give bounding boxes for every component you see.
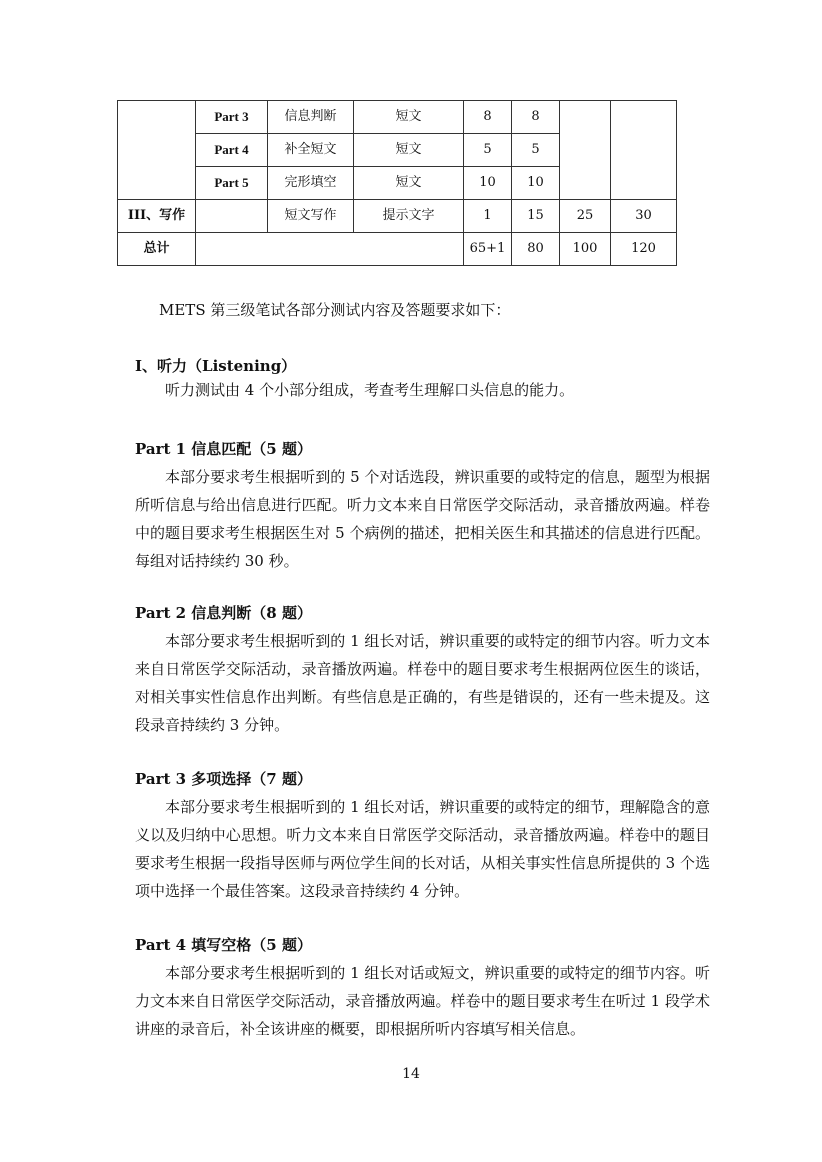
table-row — [118, 101, 677, 134]
table-cell-part — [196, 200, 268, 233]
table-cell-weight: 30 — [611, 200, 677, 233]
table-cell-score: 5 — [512, 134, 560, 167]
table-cell-count: 1 — [464, 200, 512, 233]
table-row-total — [118, 233, 677, 266]
part-heading: Part 1 信息匹配（5 题） — [135, 440, 312, 458]
table-cell-material: 短文 — [354, 101, 464, 134]
table-cell-type: 短文写作 — [268, 200, 354, 233]
page-number: 14 — [402, 1066, 420, 1082]
part-text: 本部分要求考生根据听到的 1 组长对话，辨识重要的或特定的细节内容。听力文本来自日常医学交际活动，录音播放两遍。样卷中的题目要求考生根据两位医生的谈话，对相关事实性信息作出判断。有些信息是正确的，有些是错误的，还有一些未提及。这段录音持续约 3 分钟。 — [135, 632, 710, 734]
table-cell-part: Part 5 — [196, 167, 268, 200]
intro-text: METS 第三级笔试各部分测试内容及答题要求如下： — [159, 301, 511, 319]
table-cell-count: 10 — [464, 167, 512, 200]
table-cell-part: Part 4 — [196, 134, 268, 167]
part-4-section — [135, 935, 710, 1043]
table-cell-count: 5 — [464, 134, 512, 167]
table-cell-total-weight: 120 — [611, 233, 677, 266]
table-cell-type: 补全短文 — [268, 134, 354, 167]
table-cell-score: 15 — [512, 200, 560, 233]
table-cell-material: 短文 — [354, 134, 464, 167]
table-cell-total-score: 80 — [512, 233, 560, 266]
part-3-section — [135, 769, 710, 905]
table-cell-material: 提示文字 — [354, 200, 464, 233]
table-cell-score: 10 — [512, 167, 560, 200]
part-1-section — [135, 439, 710, 575]
table-cell-total-label: 总计 — [118, 233, 196, 266]
part-2-section — [135, 603, 710, 739]
table-cell-time — [560, 101, 611, 200]
part-text: 本部分要求考生根据听到的 5 个对话选段，辨识重要的或特定的信息，题型为根据所听信息与给出信息进行匹配。听力文本来自日常医学交际活动，录音播放两遍。样卷中的题目要求考生根据医生对 5 个病例的描述，把相关医生和其描述的信息进行匹配。每组对话持续约 30 秒。 — [135, 468, 710, 570]
section-heading: I、听力（Listening） — [135, 357, 297, 375]
table-cell-section — [118, 101, 196, 200]
table-cell-total-count: 65+1 — [464, 233, 512, 266]
listening-section — [135, 356, 710, 404]
table-cell-time: 25 — [560, 200, 611, 233]
part-text: 本部分要求考生根据听到的 1 组长对话或短文，辨识重要的或特定的细节内容。听力文本来自日常医学交际活动，录音播放两遍。样卷中的题目要求考生在听过 1 段学术讲座的录音后，补全该讲座的概要，即根据所听内容填写相关信息。 — [135, 964, 710, 1038]
table-cell-type: 完形填空 — [268, 167, 354, 200]
table-cell-weight — [611, 101, 677, 200]
table-cell-part: Part 3 — [196, 101, 268, 134]
part-heading: Part 3 多项选择（7 题） — [135, 770, 312, 788]
table-row — [118, 200, 677, 233]
part-heading: Part 2 信息判断（8 题） — [135, 604, 312, 622]
score-table — [117, 100, 677, 266]
table-cell-empty — [196, 233, 464, 266]
table-cell-type: 信息判断 — [268, 101, 354, 134]
table-cell-count: 8 — [464, 101, 512, 134]
table-cell-section: III、写作 — [118, 200, 196, 233]
part-text: 本部分要求考生根据听到的 1 组长对话，辨识重要的或特定的细节，理解隐含的意义以及归纳中心思想。听力文本来自日常医学交际活动，录音播放两遍。样卷中的题目要求考生根据一段指导医师与两位学生间的长对话，从相关事实性信息所提供的 3 个选项中选择一个最佳答案。这段录音持续约 4 分钟。 — [135, 798, 710, 900]
table-cell-material: 短文 — [354, 167, 464, 200]
table-cell-score: 8 — [512, 101, 560, 134]
table-cell-total-time: 100 — [560, 233, 611, 266]
part-heading: Part 4 填写空格（5 题） — [135, 936, 312, 954]
section-text: 听力测试由 4 个小部分组成，考查考生理解口头信息的能力。 — [165, 381, 575, 399]
